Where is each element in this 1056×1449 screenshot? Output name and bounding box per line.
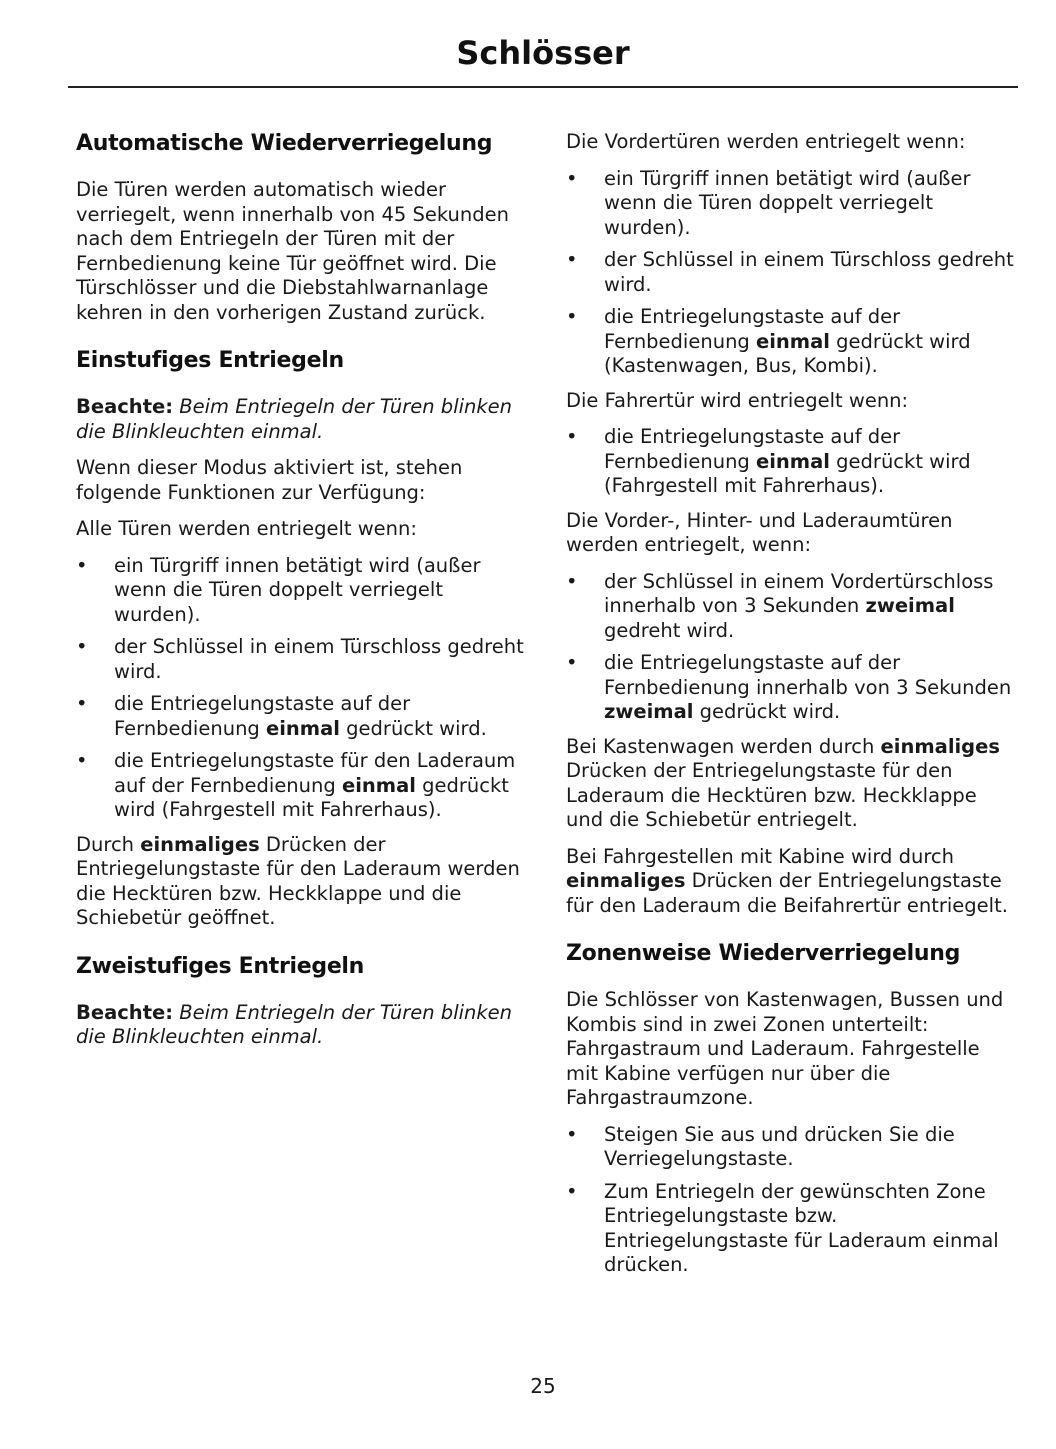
bullet-icon: • [566,166,578,190]
list-item-text: der Schlüssel in einem Türschloss gedreht wird. [604,248,1014,296]
paragraph-chassis-cab [566,845,1016,919]
heading-two-stage-unlock: Zweistufiges Entriegeln [76,953,365,979]
emphasis: einmal [756,329,830,353]
bullet-icon: • [76,749,88,772]
list-item-text: Steigen Sie aus und drücken Sie die Verriegelungstaste. [604,1122,955,1170]
emphasis: einmaliges [566,869,686,892]
text: Durch [76,832,141,856]
list-item-text: die Entriegelungstaste auf der Fernbedienung [604,305,901,353]
bullet-icon: • [76,635,88,658]
bullet-icon: • [566,248,578,271]
emphasis: einmaliges [880,734,1000,758]
list-item [566,248,1016,297]
list-item-text: gedrückt wird (Fahrgestell mit Fahrerhaus). [114,773,509,821]
bullet-icon: • [566,425,578,448]
text: Bei Kastenwagen werden durch [566,734,881,758]
list-item [566,425,1016,499]
list-item-text: gedrückt wird. [339,716,487,740]
emphasis: einmal [756,449,830,473]
list-item-text: gedrückt wird (Kastenwagen, Bus, Kombi). [604,329,971,377]
paragraph-all-zone-doors: Die Vorder-, Hinter- und Laderaumtüren werden entriegelt, wenn: [566,508,953,556]
bullet-list-front-doors [566,167,1016,379]
list-item-text: gedrückt wird. [693,700,841,723]
emphasis: einmal [341,773,416,797]
list-item [566,1123,1016,1172]
note-text: Beim Entriegeln der Türen blinken die Blinkleuchten einmal. [76,395,513,443]
bullet-icon: • [566,305,578,328]
list-item-text: Zum Entriegeln der gewünschten Zone Entriegelungstaste bzw. Entriegelungstaste für Laderaum einmal drücken. [604,1179,999,1276]
list-item-text: ein Türgriff innen betätigt wird (außer wenn die Türen doppelt verriegelt wurden). [114,553,481,626]
list-item-text: der Schlüssel in einem Türschloss gedreht wird. [114,635,524,683]
bullet-list-all-doors [76,554,526,823]
right-column [566,130,1016,1288]
list-item-text: der Schlüssel in einem Vordertürschloss innerhalb von 3 Sekunden [604,569,994,617]
bullet-list-all-zone-doors [566,570,1016,725]
heading-single-stage-unlock: Einstufiges Entriegeln [76,348,344,373]
bullet-icon: • [566,1179,578,1203]
paragraph-van-cargo [566,735,1016,833]
note-two-stage [76,1001,526,1050]
paragraph-front-doors: Die Vordertüren werden entriegelt wenn: [566,130,966,153]
heading-automatic-relock: Automatische Wiederverriegelung [76,131,493,156]
emphasis: zweimal [865,594,955,617]
emphasis: einmaliges [140,832,260,856]
title-divider [68,86,1018,88]
emphasis: zweimal [604,700,694,723]
note-label: Beachte: [76,395,174,418]
bullet-icon: • [566,1122,578,1146]
list-item-text: die Entriegelungstaste auf der Fernbedienung [114,692,411,740]
list-item-text: gedreht wird. [604,618,735,642]
paragraph-zones: Die Schlösser von Kastenwagen, Bussen und Kombis sind in zwei Zonen unterteilt: Fahrgastraum und Laderaum. Fahrgestelle mit Kabine verfügen nur über die Fahrgastraumzone. [566,988,1004,1109]
paragraph-automatic-relock: Die Türen werden automatisch wieder verriegelt, wenn innerhalb von 45 Sekunden nach dem Entriegeln der Türen mit der Fernbedienung keine Tür geöffnet wird. Die Türschlösser und die Diebstahlwarnanlage kehren in den vorherigen Zustand zurück. [76,178,510,324]
paragraph-all-doors: Alle Türen werden entriegelt wenn: [76,517,417,540]
list-item [566,570,1016,644]
list-item-text: ein Türgriff innen betätigt wird (außer wenn die Türen doppelt verriegelt wurden). [604,166,971,239]
bullet-icon: • [76,553,88,577]
note-text: Beim Entriegeln der Türen blinken die Blinkleuchten einmal. [76,1000,513,1048]
list-item [76,692,526,741]
list-item [566,1180,1016,1278]
bullet-icon: • [76,692,88,715]
text: Drücken der Entriegelungstaste für den Laderaum die Beifahrertür entriegelt. [566,869,1008,917]
list-item [76,554,526,628]
emphasis: einmal [266,716,340,740]
note-single-stage [76,395,526,444]
text: Bei Fahrgestellen mit Kabine wird durch [566,844,954,868]
note-label: Beachte: [76,1000,174,1024]
list-item [566,305,1016,379]
list-item-text: die Entriegelungstaste auf der Fernbedienung [604,425,901,473]
page-number: 25 [530,1374,556,1398]
bullet-list-zones [566,1123,1016,1278]
list-item [76,635,526,684]
paragraph-driver-door: Die Fahrertür wird entriegelt wenn: [566,388,909,412]
bullet-list-driver-door [566,425,1016,499]
text: Drücken der Entriegelungstaste für den Laderaum werden die Hecktüren bzw. Heckklappe und die Schiebetür geöffnet. [76,832,520,929]
text: Drücken der Entriegelungstaste für den Laderaum die Hecktüren bzw. Heckklappe und die Schiebetür entriegelt. [566,759,977,831]
bullet-icon: • [566,651,578,674]
left-column [76,130,526,1062]
list-item [566,651,1016,725]
bullet-icon: • [566,569,578,593]
paragraph-cargo-button [76,833,526,931]
list-item [76,749,526,823]
list-item-text: die Entriegelungstaste auf der Fernbedienung innerhalb von 3 Sekunden [604,651,1012,699]
list-item-text: die Entriegelungstaste für den Laderaum auf der Fernbedienung [114,749,516,797]
heading-zone-relock: Zonenweise Wiederverriegelung [566,941,961,966]
paragraph-mode-active: Wenn dieser Modus aktiviert ist, stehen folgende Funktionen zur Verfügung: [76,456,463,504]
page-title: Schlösser [456,34,630,72]
list-item [566,167,1016,241]
list-item-text: gedrückt wird (Fahrgestell mit Fahrerhaus). [604,449,971,497]
